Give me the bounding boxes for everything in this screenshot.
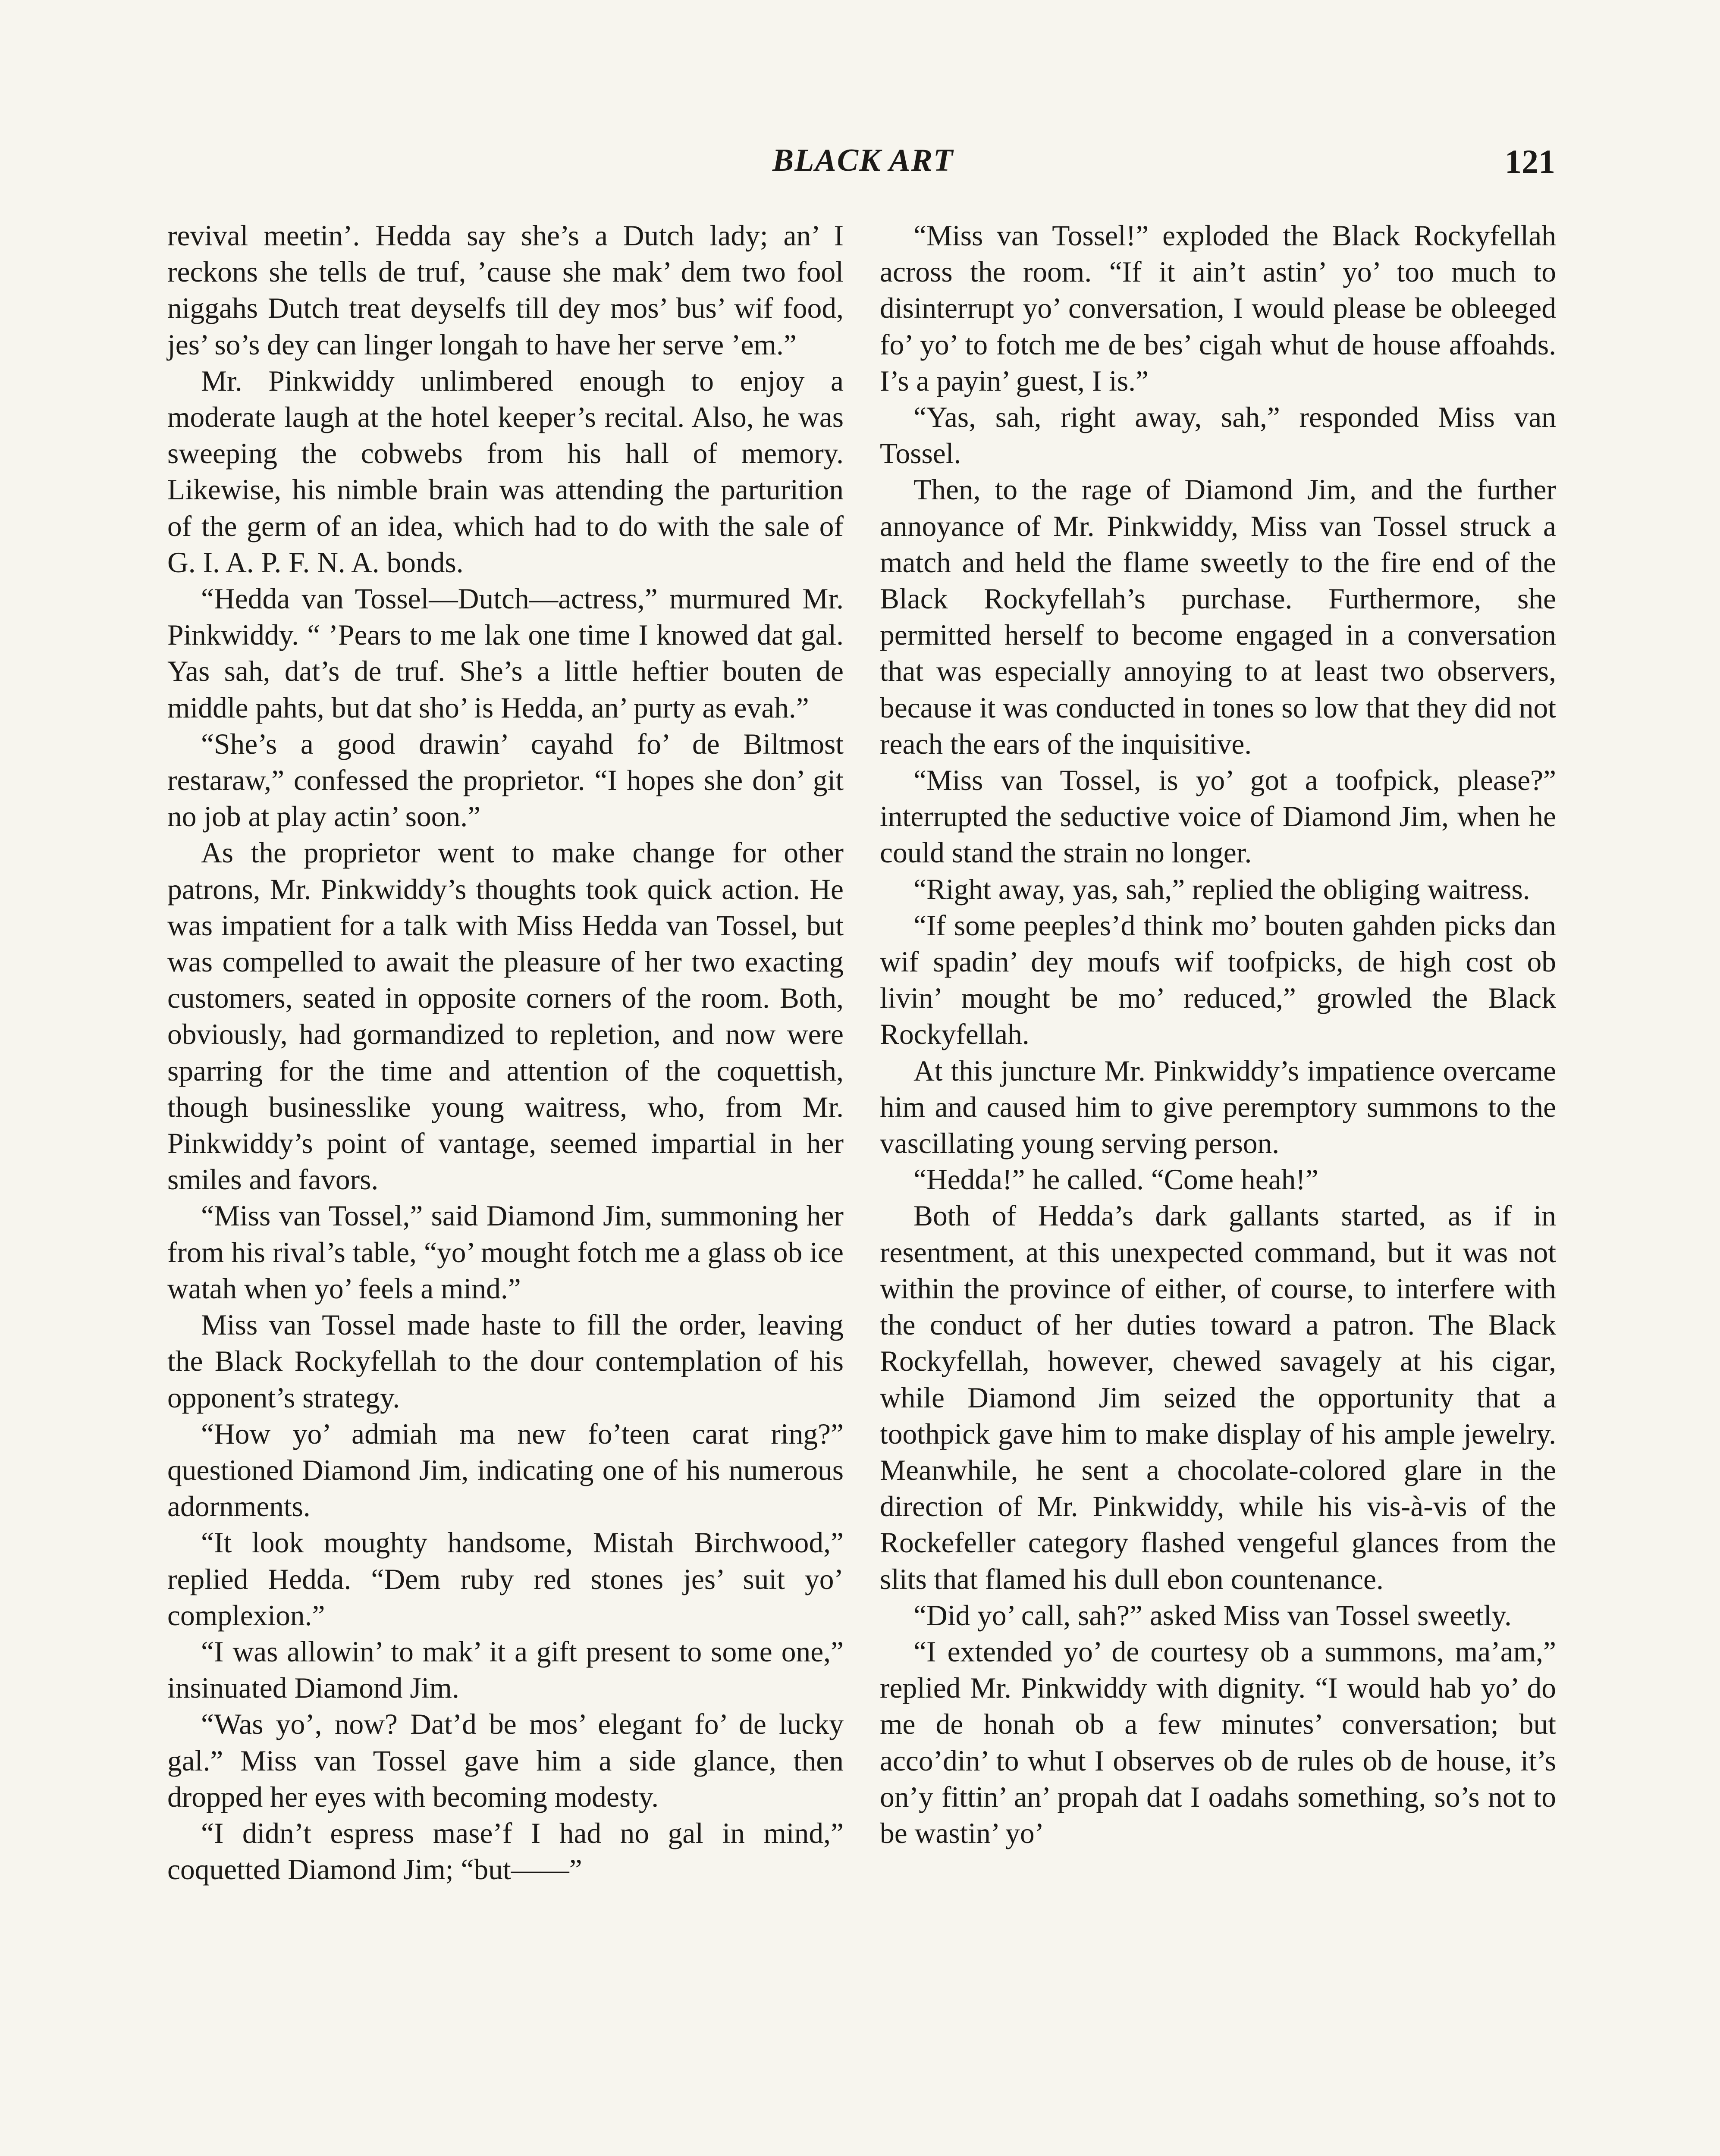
paragraph: As the proprietor went to make change for other patrons, Mr. Pinkwiddy’s thoughts took quick action. He was impatient for a talk with Miss Hedda van Tossel, but was compelled to await the pleasure of her two exacting customers, seated in opposite corners of the room. Both, obviously, had gormandized to repletion, and now were sparring for the time and attention of the coquettish, though businesslike young waitress, who, from Mr. Pinkwiddy’s point of vantage, seemed impartial in her smiles and favors.	[167, 837, 844, 1196]
page-number: 121	[1505, 143, 1555, 180]
paragraph: “Was yo’, now? Dat’d be mos’ elegant fo’ de lucky gal.” Miss van Tossel gave him a side glance, then dropped her eyes with becoming modesty.	[167, 1708, 844, 1813]
paragraph: “I was allowin’ to mak’ it a gift present to some one,” insinuated Diamond Jim.	[167, 1635, 844, 1705]
paragraph: revival meetin’. Hedda say she’s a Dutch lady; an’ I reckons she tells de truf, ’cause she mak’ dem two fool niggahs Dutch treat deyselfs till dey mos’ bus’ wif food, jes’ so’s dey can linger longah to have her serve ’em.”	[167, 219, 844, 361]
paragraph: “How yo’ admiah ma new fo’teen carat ring?” questioned Diamond Jim, indicating one of his numerous adornments.	[167, 1417, 844, 1523]
paragraph: Then, to the rage of Diamond Jim, and the further annoyance of Mr. Pinkwiddy, Miss van Tossel struck a match and held the flame sweetly to the fire end of the Black Rockyfellah’s purchase. Furthermore, she permitted herself to become engaged in a conversation that was especially annoying to at least two observers, because it was conducted in tones so low that they did not reach the ears of the inquisitive.	[880, 473, 1556, 760]
paragraph: “Yas, sah, right away, sah,” responded Miss van Tossel.	[880, 401, 1556, 470]
paragraph: “Hedda!” he called. “Come heah!”	[913, 1163, 1318, 1196]
paragraph: Both of Hedda’s dark gallants started, as if in resentment, at this unexpected command, but it was not within the province of either, of course, to interfere with the conduct of her duties toward a patron. The Black Rockyfellah, however, chewed savagely at his cigar, while Diamond Jim seized the opportunity that a toothpick gave him to make display of his ample jewelry. Meanwhile, he sent a chocolate-colored glare in the direction of Mr. Pinkwiddy, while his vis-à-vis of the Rockefeller category flashed vengeful glances from the slits that flamed his dull ebon countenance.	[880, 1200, 1556, 1595]
paragraph: At this juncture Mr. Pinkwiddy’s impatience overcame him and caused him to give peremptory summons to the vascillating young serving person.	[880, 1054, 1556, 1160]
paragraph: “Did yo’ call, sah?” asked Miss van Tossel sweetly.	[913, 1599, 1512, 1632]
left-column	[167, 218, 844, 1888]
paragraph: “Hedda van Tossel—Dutch—actress,” murmured Mr. Pinkwiddy. “ ’Pears to me lak one time I knowed dat gal. Yas sah, dat’s de truf. She’s a little heftier bouten de middle pahts, but dat sho’ is Hedda, an’ purty as evah.”	[167, 583, 844, 724]
paragraph: Miss van Tossel made haste to fill the order, leaving the Black Rockyfellah to the dour contemplation of his opponent’s strategy.	[167, 1309, 844, 1414]
paragraph: “Miss van Tossel!” exploded the Black Rockyfellah across the room. “If it ain’t astin’ yo’ too much to disinterrupt yo’ conversation, I would please be obleeged fo’ yo’ to fotch me de bes’ cigah whut de house affoahds. I’s a payin’ guest, I is.”	[880, 219, 1556, 397]
paragraph: “I didn’t espress mase’f I had no gal in mind,” coquetted Diamond Jim; “but——”	[167, 1817, 844, 1886]
paragraph: “If some peeples’d think mo’ bouten gahden picks dan wif spadin’ dey moufs wif toofpicks, de high cost ob livin’ mought be mo’ reduced,” growled the Black Rockyfellah.	[880, 909, 1556, 1051]
paragraph: “I extended yo’ de courtesy ob a summons, ma’am,” replied Mr. Pinkwiddy with dignity. “I would hab yo’ do me de honah ob a few minutes’ conversation; but acco’din’ to whut I observes ob de rules ob de house, it’s on’y fittin’ an’ propah dat I oadahs something, so’s not to be wastin’ yo’	[880, 1635, 1556, 1849]
paragraph: “She’s a good drawin’ cayahd fo’ de Biltmost restaraw,” confessed the proprietor. “I hopes she don’ git no job at play actin’ soon.”	[167, 727, 844, 833]
paragraph: “Right away, yas, sah,” replied the obliging waitress.	[913, 873, 1530, 906]
running-head: BLACK ART	[772, 143, 954, 178]
paragraph: “Miss van Tossel, is yo’ got a toofpick, please?” interrupted the seductive voice of Diamond Jim, when he could stand the strain no longer.	[880, 764, 1556, 869]
right-column	[880, 218, 1556, 1852]
paragraph: “It look moughty handsome, Mistah Birchwood,” replied Hedda. “Dem ruby red stones jes’ suit yo’ complexion.”	[167, 1526, 844, 1632]
paragraph: Mr. Pinkwiddy unlimbered enough to enjoy a moderate laugh at the hotel keeper’s recital. Also, he was sweeping the cobwebs from his hall of memory. Likewise, his nimble brain was attending the parturition of the germ of an idea, which had to do with the sale of G. I. A. P. F. N. A. bonds.	[167, 364, 844, 579]
paragraph: “Miss van Tossel,” said Diamond Jim, summoning her from his rival’s table, “yo’ mought fotch me a glass ob ice watah when yo’ feels a mind.”	[167, 1200, 844, 1305]
page-header	[171, 142, 1555, 190]
